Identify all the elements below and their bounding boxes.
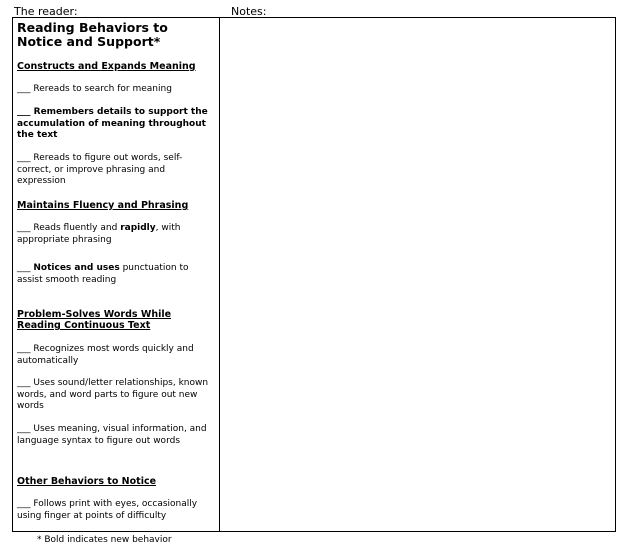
reader-label: The reader:	[14, 5, 78, 18]
checkbox-blank[interactable]: ___	[17, 263, 31, 273]
section-fluency-phrasing: Maintains Fluency and Phrasing	[17, 200, 189, 211]
behavior-item: ___ Uses meaning, visual information, and language syntax to figure out words	[17, 424, 207, 446]
checkbox-blank[interactable]: ___	[17, 223, 31, 233]
observation-table	[12, 17, 616, 532]
checkbox-blank[interactable]: ___	[17, 84, 31, 94]
section-other-behaviors: Other Behaviors to Notice	[17, 476, 157, 487]
checkbox-blank[interactable]: ___	[17, 107, 31, 117]
checkbox-blank[interactable]: ___	[17, 378, 31, 388]
checkbox-blank[interactable]: ___	[17, 344, 31, 354]
checkbox-blank[interactable]: ___	[17, 153, 31, 163]
behavior-item: ___ Rereads to search for meaning	[17, 84, 172, 94]
checkbox-blank[interactable]: ___	[17, 424, 31, 434]
checkbox-blank[interactable]: ___	[17, 499, 31, 509]
behaviors-heading: Reading Behaviors to Notice and Support*	[17, 20, 168, 49]
behavior-item: ___ Reads fluently and rapidly, with appropriate phrasing	[17, 223, 181, 245]
section-problem-solves-words: Problem-Solves Words While Reading Continuous Text	[17, 309, 172, 331]
behavior-item: ___ Notices and uses punctuation to assist smooth reading	[17, 263, 189, 285]
behavior-item: ___ Follows print with eyes, occasionally using finger at points of difficulty	[17, 499, 198, 521]
behavior-item: ___ Recognizes most words quickly and automatically	[17, 344, 194, 366]
behavior-item: ___ Uses sound/letter relationships, known words, and word parts to figure out new words	[17, 378, 209, 411]
behavior-item: ___ Remembers details to support the accumulation of meaning throughout the text	[17, 107, 208, 140]
footnote: * Bold indicates new behavior	[37, 535, 172, 545]
notes-area[interactable]	[220, 18, 615, 531]
behavior-item: ___ Rereads to figure out words, self-correct, or improve phrasing and expression	[17, 153, 183, 186]
behaviors-column	[13, 18, 220, 531]
section-constructs-meaning: Constructs and Expands Meaning	[17, 61, 196, 72]
notes-label: Notes:	[231, 5, 267, 18]
